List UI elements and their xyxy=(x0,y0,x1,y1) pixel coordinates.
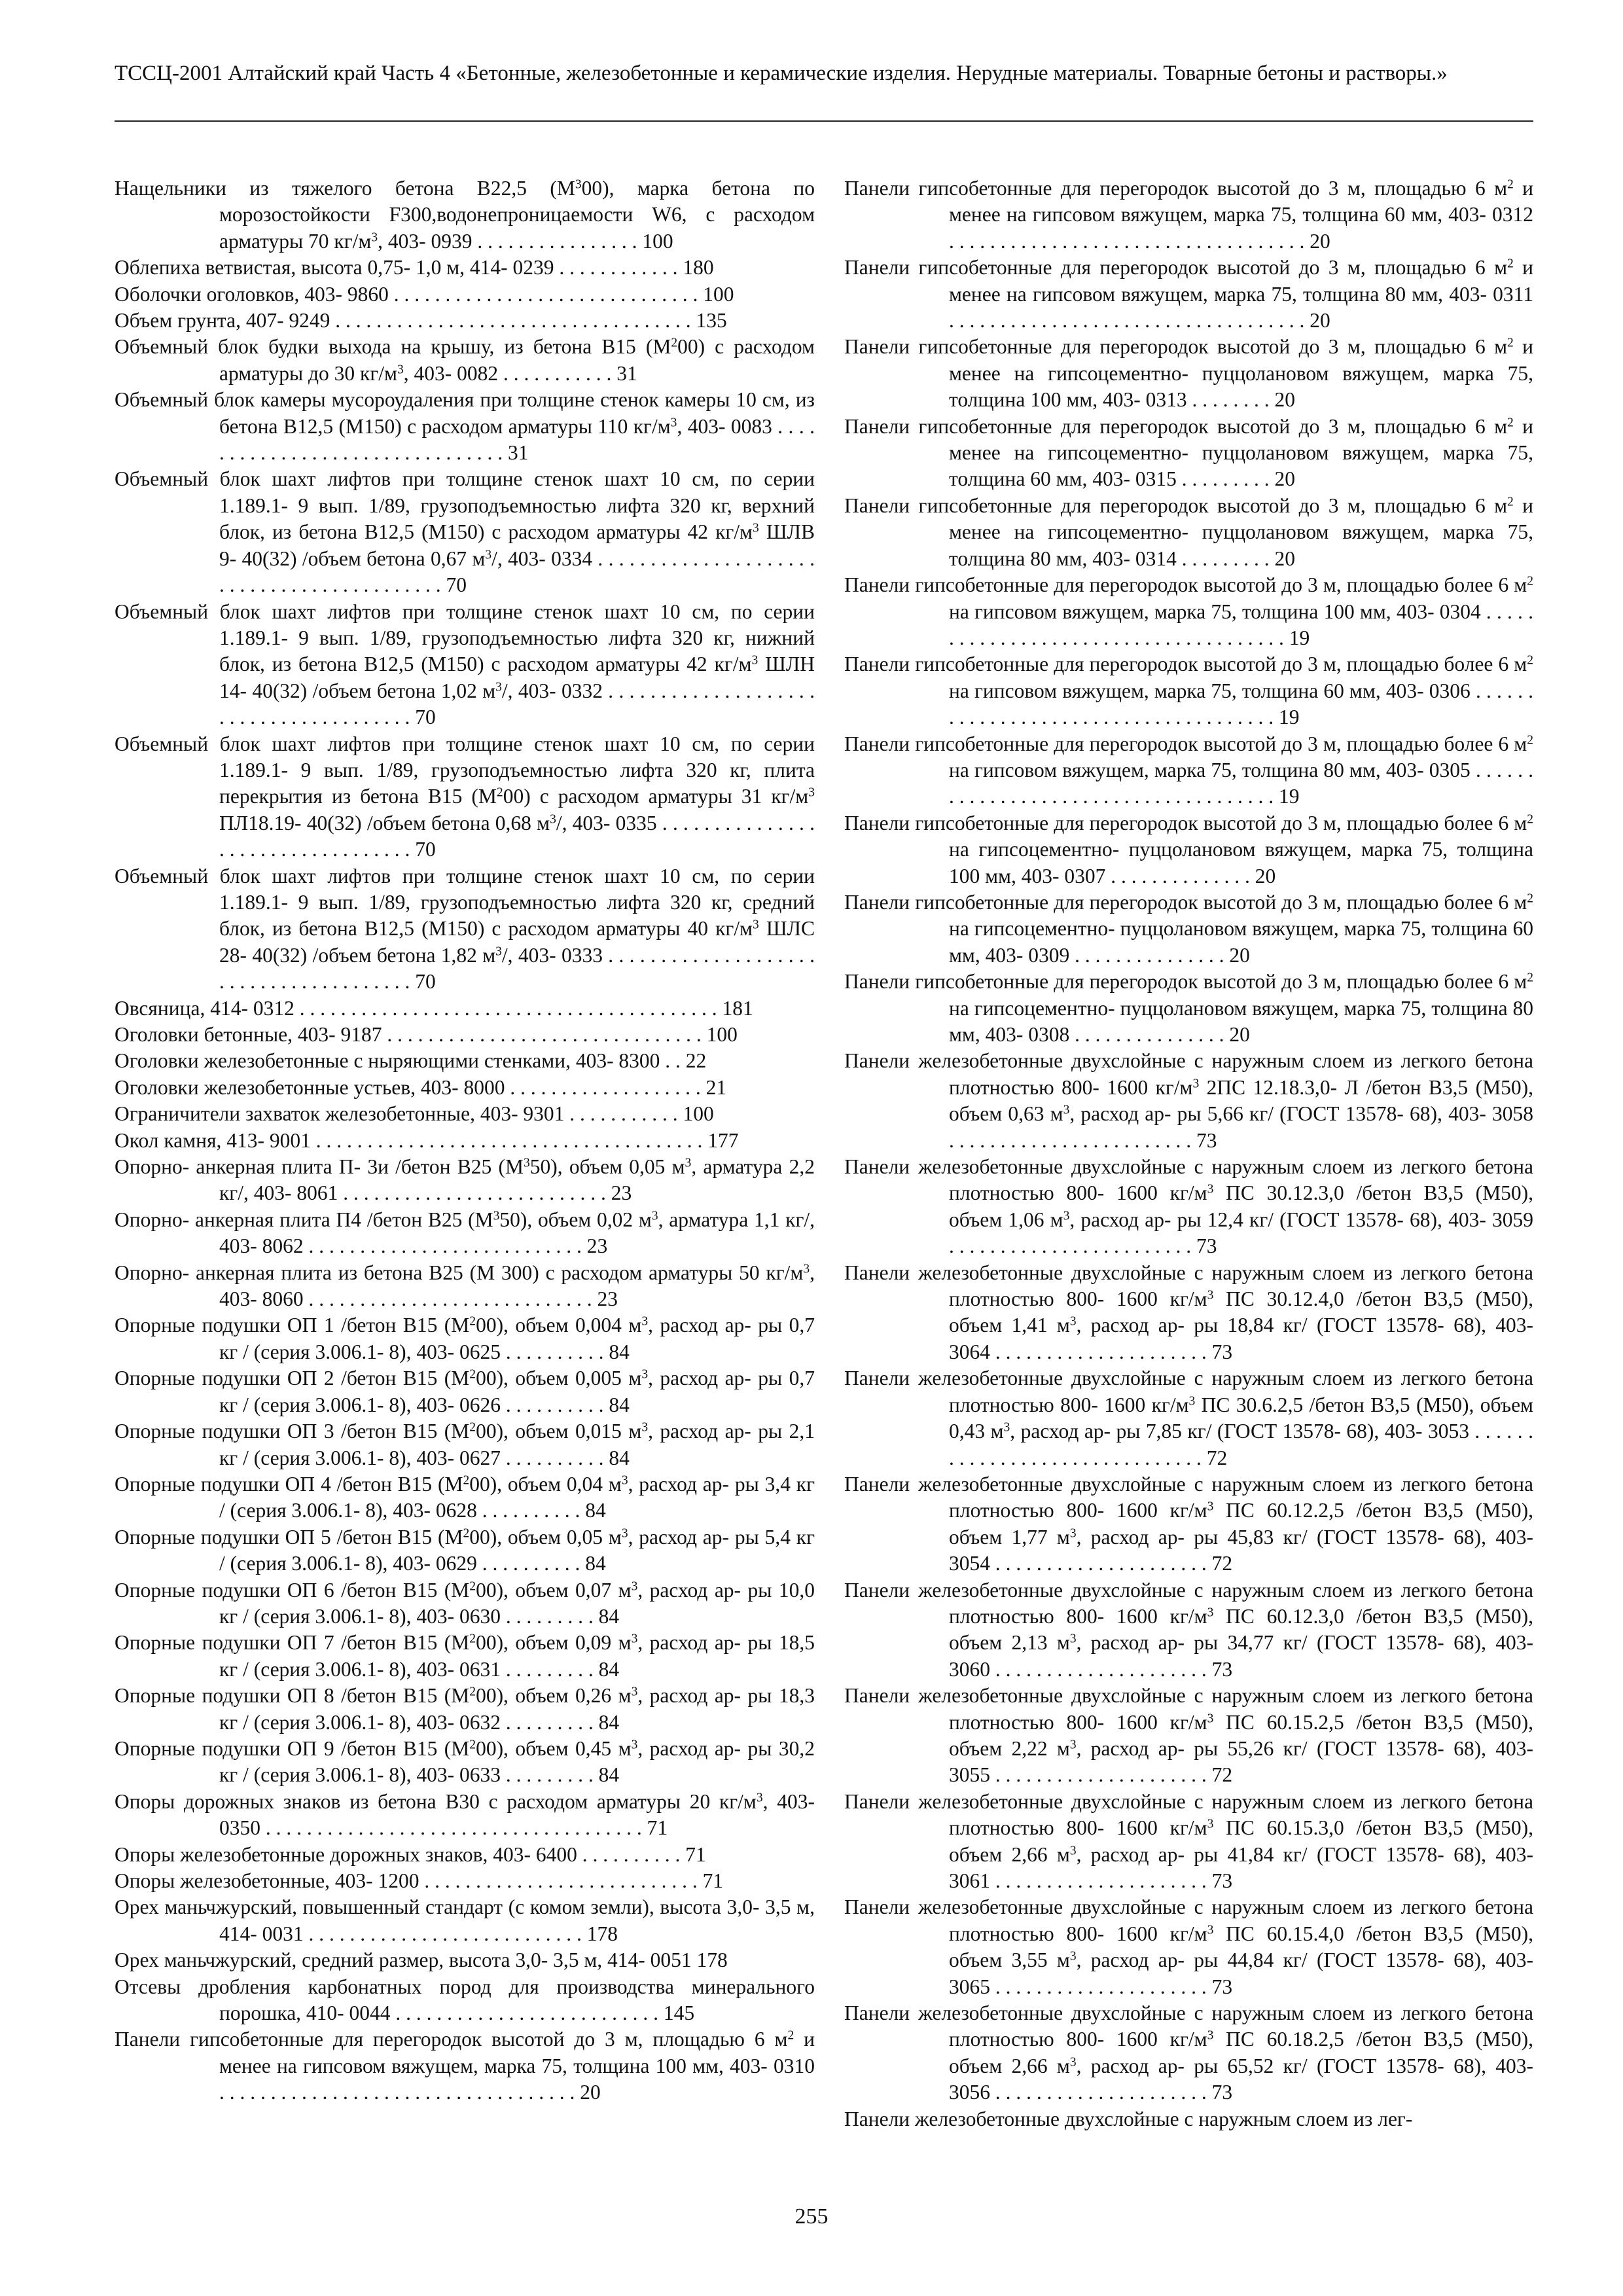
index-entry: Оголовки железобетонные с ныряющими стенками, 403- 8300 . . 22 xyxy=(115,1049,707,1073)
index-entry: Опоры железобетонные, 403- 1200 . . . . . . . . . . . . . . . . . . . . . . . . . . . 71 xyxy=(115,1869,724,1892)
index-entry: Панели железобетонные двухслойные с наружным слоем из легкого бетона плотностью 800- 1600 $кг/м^3$ ПС 60.18.2,5 /бетон В3,5 (М50), объем 2,66 $м^3$, расход ар- ры 65,52 кг/ (ГОСТ 13578- 68), 403- 3056 . . . . . . . . . . . . . . . . . . . . . 73 xyxy=(844,2001,1533,2104)
index-entry: Опоры дорожных знаков из бетона В30 с расходом арматуры 20 $кг/м^3$, 403- 0350 . . . . . . . . . . . . . . . . . . . . . . . . . . . . . . . . . . . . . 71 xyxy=(115,1789,815,1840)
index-entry: Отсевы дробления карбонатных пород для производства минерального порошка, 410- 0044 . . . . . . . . . . . . . . . . . . . . . . . . . . 145 xyxy=(115,1975,815,2025)
index-entry: Опорные подушки ОП 8 /бетон В15 $(М^200)$, объем 0,26 $м^3$, расход ар- ры 18,3 кг / (серия 3.006.1- 8), 403- 0632 . . . . . . . . . 84 xyxy=(115,1684,815,1734)
index-entry: Панели гипсобетонные для перегородок высотой до 3 м, площадью более 6 $м^2$ на гипсовом вяжущем, марка 75, толщина 80 мм, 403- 0305 . . . . . . . . . . . . . . . . . . . . . . . . . . . . . . . . . . . . . . 19 xyxy=(844,732,1533,808)
index-entry: Опорные подушки ОП 6 /бетон В15 $(М^200)$, объем 0,07 $м^3$, расход ар- ры 10,0 кг / (серия 3.006.1- 8), 403- 0630 . . . . . . . . . 84 xyxy=(115,1578,815,1628)
index-entry: Панели железобетонные двухслойные с наружным слоем из легкого бетона плотностью 800- 1600 $кг/м^3$ ПС 60.12.2,5 /бетон В3,5 (М50), объем 1,77 $м^3$, расход ар- ры 45,83 кг/ (ГОСТ 13578- 68), 403- 3054 . . . . . . . . . . . . . . . . . . . . . 72 xyxy=(844,1472,1533,1575)
index-entry: Панели гипсобетонные для перегородок высотой до 3 м, площадью 6 $м^2$ и менее на гипсовом вяжущем, марка 75, толщина 100 мм, 403- 0310 . . . . . . . . . . . . . . . . . . . . . . . . . . . . . . . . . . . 20 xyxy=(115,2028,815,2104)
index-entry: Опорные подушки ОП 5 /бетон В15 $(М^200)$, объем 0,05 $м^3$, расход ар- ры 5,4 кг / (серия 3.006.1- 8), 403- 0629 . . . . . . . . . . 84 xyxy=(115,1525,815,1575)
index-entry: Объемный блок шахт лифтов при толщине стенок шахт 10 см, по серии 1.189.1- 9 вып. 1/89, грузоподъемностью лифта 320 кг, нижний блок, из бетона В12,5 (М150) с расходом арматуры 42 $кг/м^3$ ШЛН 14- 40(32) /объем бетона 1,02 $м^3/$, 403- 0332 . . . . . . . . . . . . . . . . . . . . . . . . . . . . . . . . . . . . . . . 70 xyxy=(115,600,815,729)
index-entry: Опорные подушки ОП 1 /бетон В15 $(М^200)$, объем 0,004 $м^3$, расход ар- ры 0,7 кг / (серия 3.006.1- 8), 403- 0625 . . . . . . . . . . 84 xyxy=(115,1314,815,1363)
index-entry: Оголовки бетонные, 403- 9187 . . . . . . . . . . . . . . . . . . . . . . . . . . . . . . . 100 xyxy=(115,1023,738,1046)
index-entry: Панели железобетонные двухслойные с наружным слоем из легкого бетона плотностью 800- 1600 $кг/м^3$ 2ПС 12.18.3,0- Л /бетон В3,5 (М50), объем 0,63 $м^3$, расход ар- ры 5,66 кг/ (ГОСТ 13578- 68), 403- 3058 . . . . . . . . . . . . . . . . . . . . . . . . 73 xyxy=(844,1049,1533,1152)
index-entry: Объемный блок шахт лифтов при толщине стенок шахт 10 см, по серии 1.189.1- 9 вып. 1/89, грузоподъемностью лифта 320 кг, средний блок, из бетона В12,5 (М150) с расходом арматуры 40 $кг/м^3$ ШЛС 28- 40(32) /объем бетона 1,82 $м^3/$, 403- 0333 . . . . . . . . . . . . . . . . . . . . . . . . . . . . . . . . . . . . . . . 70 xyxy=(115,864,815,994)
index-entry: Объемный блок шахт лифтов при толщине стенок шахт 10 см, по серии 1.189.1- 9 вып. 1/89, грузоподъемностью лифта 320 кг, плита перекрытия из бетона В15 $(М^200)$ с расходом арматуры 31 $кг/м^3$ ПЛ18.19- 40(32) /объем бетона 0,68 $м^3/$, 403- 0335 . . . . . . . . . . . . . . . . . . . . . . . . . . . . . . . . . . 70 xyxy=(115,732,815,861)
index-entry: Нащельники из тяжелого бетона В22,5 $(М^300)$, марка бетона по морозостойкости F300,водонепроницаемости W6, с расходом арматуры 70 $кг/м^3$, 403- 0939 . . . . . . . . . . . . . . . . 100 xyxy=(115,177,815,253)
index-entry: Опорные подушки ОП 4 /бетон В15 $(М^200)$, объем 0,04 $м^3$, расход ар- ры 3,4 кг / (серия 3.006.1- 8), 403- 0628 . . . . . . . . . . 84 xyxy=(115,1472,815,1522)
index-entry: Панели железобетонные двухслойные с наружным слоем из легкого бетона плотностью 800- 1600 $кг/м^3$ ПС 30.6.2,5 /бетон В3,5 (М50), объем 0,43 $м^3$, расход ар- ры 7,85 кг/ (ГОСТ 13578- 68), 403- 3053 . . . . . . . . . . . . . . . . . . . . . . . . . . . . . . . 72 xyxy=(844,1367,1533,1469)
index-entry: Объемный блок камеры мусороудаления при толщине стенок камеры 10 см, из бетона В12,5 (М150) с расходом арматуры 110 $кг/м^3$, 403- 0083 . . . . . . . . . . . . . . . . . . . . . . . . . . . . . . . . 31 xyxy=(115,388,815,465)
index-entry: Панели гипсобетонные для перегородок высотой до 3 м, площадью более 6 $м^2$ на гипсовом вяжущем, марка 75, толщина 60 мм, 403- 0306 . . . . . . . . . . . . . . . . . . . . . . . . . . . . . . . . . . . . . . 19 xyxy=(844,653,1533,729)
index-entry: Окол камня, 413- 9001 . . . . . . . . . . . . . . . . . . . . . . . . . . . . . . . . . . . . . . 177 xyxy=(115,1128,739,1152)
index-entry: Панели гипсобетонные для перегородок высотой до 3 м, площадью 6 $м^2$ и менее на гипсовом вяжущем, марка 75, толщина 60 мм, 403- 0312 . . . . . . . . . . . . . . . . . . . . . . . . . . . . . . . . . . . 20 xyxy=(844,177,1533,253)
index-entry: Панели гипсобетонные для перегородок высотой до 3 м, площадью 6 $м^2$ и менее на гипсовом вяжущем, марка 75, толщина 80 мм, 403- 0311 . . . . . . . . . . . . . . . . . . . . . . . . . . . . . . . . . . . 20 xyxy=(844,256,1533,332)
index-entry: Панели железобетонные двухслойные с наружным слоем из легкого бетона плотностью 800- 1600 $кг/м^3$ ПС 30.12.4,0 /бетон В3,5 (М50), объем 1,41 $м^3$, расход ар- ры 18,84 кг/ (ГОСТ 13578- 68), 403- 3064 . . . . . . . . . . . . . . . . . . . . . 73 xyxy=(844,1261,1533,1363)
header-divider xyxy=(115,120,1533,122)
index-entry: Панели гипсобетонные для перегородок высотой до 3 м, площадью 6 $м^2$ и менее на гипсоцементно- пуццолановом вяжущем, марка 75, толщина 60 мм, 403- 0315 . . . . . . . . . 20 xyxy=(844,414,1533,491)
index-entry: Орех маньчжурский, повышенный стандарт (с комом земли), высота 3,0- 3,5 м, 414- 0031 . . . . . . . . . . . . . . . . . . . . . . . . . . . 178 xyxy=(115,1895,815,1945)
index-entry: Объемный блок будки выхода на крышу, из бетона В15 $(М^200)$ с расходом арматуры до 30 $кг/м^3$, 403- 0082 . . . . . . . . . . . 31 xyxy=(115,335,815,385)
index-entry: Опорно- анкерная плита П- 3и /бетон В25 $(М^350)$, объем 0,05 $м^3$, арматура 2,2 кг/, 403- 8061 . . . . . . . . . . . . . . . . . . . . . . . . . . 23 xyxy=(115,1155,815,1205)
page-number: 255 xyxy=(794,2204,829,2229)
index-entry: Оболочки оголовков, 403- 9860 . . . . . . . . . . . . . . . . . . . . . . . . . . . . . . 100 xyxy=(115,282,734,306)
index-entry: Панели железобетонные двухслойные с наружным слоем из легкого бетона плотностью 800- 1600 $кг/м^3$ ПС 60.15.4,0 /бетон В3,5 (М50), объем 3,55 $м^3$, расход ар- ры 44,84 кг/ (ГОСТ 13578- 68), 403- 3065 . . . . . . . . . . . . . . . . . . . . . 73 xyxy=(844,1895,1533,1998)
index-column-left xyxy=(115,175,815,2106)
index-entry: Опоры железобетонные дорожных знаков, 403- 6400 . . . . . . . . . . 71 xyxy=(115,1842,706,1866)
index-entry: Облепиха ветвистая, высота 0,75- 1,0 м, 414- 0239 . . . . . . . . . . . . 180 xyxy=(115,256,714,279)
index-column-right xyxy=(844,175,1533,2132)
index-entry: Опорные подушки ОП 2 /бетон В15 $(М^200)$, объем 0,005 $м^3$, расход ар- ры 0,7 кг / (серия 3.006.1- 8), 403- 0626 . . . . . . . . . . 84 xyxy=(115,1367,815,1416)
running-header: ТССЦ-2001 Алтайский край Часть 4 «Бетонные, железобетонные и керамические изделия. Нерудные материалы. Товарные бетоны и растворы.» xyxy=(115,62,1448,85)
index-entry: Панели гипсобетонные для перегородок высотой до 3 м, площадью более 6 $м^2$ на гипсоцементно- пуццолановом вяжущем, марка 75, толщина 60 мм, 403- 0309 . . . . . . . . . . . . . . . 20 xyxy=(844,890,1533,967)
index-entry: Панели гипсобетонные для перегородок высотой до 3 м, площадью более 6 $м^2$ на гипсовом вяжущем, марка 75, толщина 100 мм, 403- 0304 . . . . . . . . . . . . . . . . . . . . . . . . . . . . . . . . . . . . . . 19 xyxy=(844,573,1533,649)
index-entry: Орех маньчжурский, средний размер, высота 3,0- 3,5 м, 414- 0051 178 xyxy=(115,1948,728,1972)
index-entry: Опорно- анкерная плита П4 /бетон В25 $(М^350)$, объем 0,02 $м^3$, арматура 1,1 кг/, 403- 8062 . . . . . . . . . . . . . . . . . . . . . . . . . . . 23 xyxy=(115,1208,815,1258)
index-entry: Опорно- анкерная плита из бетона В25 (М 300) с расходом арматуры 50 $кг/м^3$, 403- 8060 . . . . . . . . . . . . . . . . . . . . . . . . . . . . 23 xyxy=(115,1261,815,1311)
index-entry: Панели гипсобетонные для перегородок высотой до 3 м, площадью 6 $м^2$ и менее на гипсоцементно- пуццолановом вяжущем, марка 75, толщина 80 мм, 403- 0314 . . . . . . . . . 20 xyxy=(844,493,1533,570)
index-entry: Оголовки железобетонные устьев, 403- 8000 . . . . . . . . . . . . . . . . . . . 21 xyxy=(115,1075,727,1099)
index-entry: Объемный блок шахт лифтов при толщине стенок шахт 10 см, по серии 1.189.1- 9 вып. 1/89, грузоподъемностью лифта 320 кг, верхний блок, из бетона В12,5 (М150) с расходом арматуры 42 $кг/м^3$ ШЛВ 9- 40(32) /объем бетона 0,67 $м^3/$, 403- 0334 . . . . . . . . . . . . . . . . . . . . . . . . . . . . . . . . . . . . . . . . . . . 70 xyxy=(115,467,815,597)
index-entry: Объем грунта, 407- 9249 . . . . . . . . . . . . . . . . . . . . . . . . . . . . . . . . . . . 135 xyxy=(115,309,727,332)
index-entry: Ограничители захваток железобетонные, 403- 9301 . . . . . . . . . . . 100 xyxy=(115,1102,714,1126)
index-entry: Опорные подушки ОП 7 /бетон В15 $(М^200)$, объем 0,09 $м^3$, расход ар- ры 18,5 кг / (серия 3.006.1- 8), 403- 0631 . . . . . . . . . 84 xyxy=(115,1631,815,1681)
index-entry: Панели железобетонные двухслойные с наружным слоем из лег- xyxy=(844,2107,1413,2130)
index-entry: Панели гипсобетонные для перегородок высотой до 3 м, площадью 6 $м^2$ и менее на гипсоцементно- пуццолановом вяжущем, марка 75, толщина 100 мм, 403- 0313 . . . . . . . . 20 xyxy=(844,335,1533,412)
index-entry: Панели железобетонные двухслойные с наружным слоем из легкого бетона плотностью 800- 1600 $кг/м^3$ ПС 60.15.3,0 /бетон В3,5 (М50), объем 2,66 $м^3$, расход ар- ры 41,84 кг/ (ГОСТ 13578- 68), 403- 3061 . . . . . . . . . . . . . . . . . . . . . 73 xyxy=(844,1789,1533,1892)
index-entry: Панели гипсобетонные для перегородок высотой до 3 м, площадью более 6 $м^2$ на гипсоцементно- пуццолановом вяжущем, марка 75, толщина 80 мм, 403- 0308 . . . . . . . . . . . . . . . 20 xyxy=(844,970,1533,1046)
index-entry: Опорные подушки ОП 9 /бетон В15 $(М^200)$, объем 0,45 $м^3$, расход ар- ры 30,2 кг / (серия 3.006.1- 8), 403- 0633 . . . . . . . . . 84 xyxy=(115,1736,815,1787)
index-entry: Панели гипсобетонные для перегородок высотой до 3 м, площадью более 6 $м^2$ на гипсоцементно- пуццолановом вяжущем, марка 75, толщина 100 мм, 403- 0307 . . . . . . . . . . . . . . 20 xyxy=(844,811,1533,888)
index-entry: Панели железобетонные двухслойные с наружным слоем из легкого бетона плотностью 800- 1600 $кг/м^3$ ПС 30.12.3,0 /бетон В3,5 (М50), объем 1,06 $м^3$, расход ар- ры 12,4 кг/ (ГОСТ 13578- 68), 403- 3059 . . . . . . . . . . . . . . . . . . . . . . . . 73 xyxy=(844,1155,1533,1258)
index-entry: Панели железобетонные двухслойные с наружным слоем из легкого бетона плотностью 800- 1600 $кг/м^3$ ПС 60.12.3,0 /бетон В3,5 (М50), объем 2,13 $м^3$, расход ар- ры 34,77 кг/ (ГОСТ 13578- 68), 403- 3060 . . . . . . . . . . . . . . . . . . . . . 73 xyxy=(844,1578,1533,1681)
index-entry: Опорные подушки ОП 3 /бетон В15 $(М^200)$, объем 0,015 $м^3$, расход ар- ры 2,1 кг / (серия 3.006.1- 8), 403- 0627 . . . . . . . . . . 84 xyxy=(115,1420,815,1469)
index-entry: Овсяница, 414- 0312 . . . . . . . . . . . . . . . . . . . . . . . . . . . . . . . . . . . . . . . . . 181 xyxy=(115,996,753,1020)
index-entry: Панели железобетонные двухслойные с наружным слоем из легкого бетона плотностью 800- 1600 $кг/м^3$ ПС 60.15.2,5 /бетон В3,5 (М50), объем 2,22 $м^3$, расход ар- ры 55,26 кг/ (ГОСТ 13578- 68), 403- 3055 . . . . . . . . . . . . . . . . . . . . . 72 xyxy=(844,1684,1533,1787)
